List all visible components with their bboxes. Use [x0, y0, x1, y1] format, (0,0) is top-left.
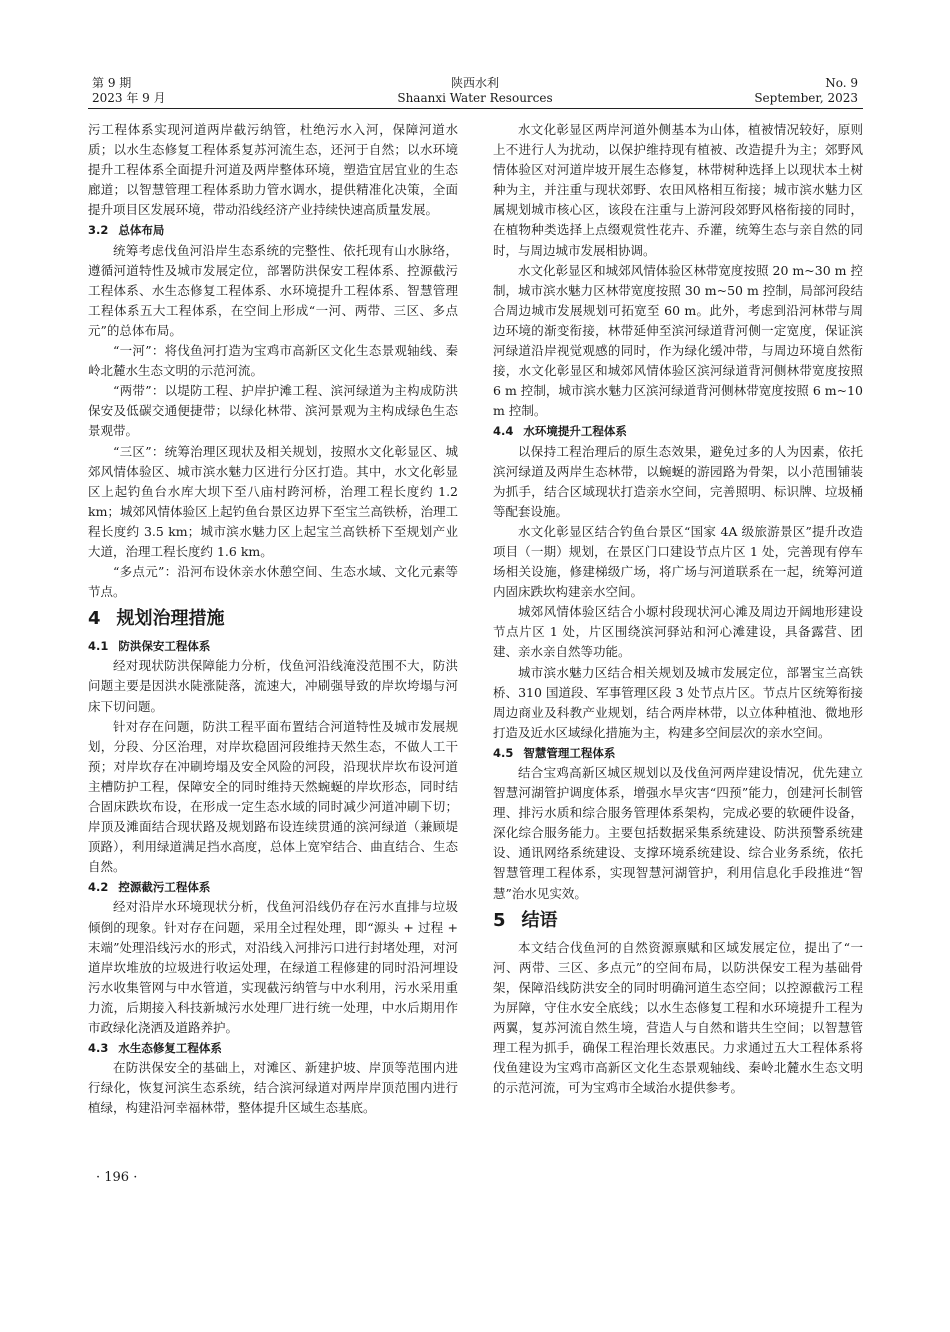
paragraph: 在防洪保安全的基础上，对滩区、新建护坡、岸顶等范围内进行绿化，恢复河滨生态系统，结合滨河绿道对两岸岸顶范围内进行植绿，构建沿河幸福林带，整体提升区域生态基底。: [88, 1060, 458, 1116]
section-heading-5: [493, 908, 863, 934]
paragraph: 以保持工程治理后的原生态效果，避免过多的人为因素，依托滨河绿道及两岸生态林带，以蜿蜒的游园路为骨架，以小范围铺装为抓手，结合区域现状打造亲水空间，完善照明、标识牌、垃圾桶等配套设施。: [493, 443, 863, 519]
section-number: 4.5: [493, 745, 514, 760]
paragraph: 针对存在问题，防洪工程平面布置结合河道特性及城市发展规划，分段、分区治理，对岸坎稳固河段维持天然生态，不做人工干预；对岸坎存在冲刷垮塌及安全风险的河段，沿现状岸坎布设河道主槽防护工程，保障安全的同时维持天然蜿蜒的岸坎形态，同时结合固床跌坎布设，在形成一定生态水域的同时减少河道冲刷下切；岸顶及滩面结合现状路及规划路布设连续贯通的滨河绿道（兼顾堤顶路），利用绿道满足挡水高度，总体上宽窄结合、曲直结合、生态自然。: [88, 718, 458, 875]
paragraph: “三区”：统筹治理区现状及相关规划，按照水文化彰显区、城郊风情体验区、城市滨水魅力区进行分区打造。其中，水文化彰显区上起钓鱼台水库大坝下至八庙村跨河桥，治理工程长度约 1.2 km；城郊风情体验区上起钓鱼台景区边界下至宝兰高铁桥，治理工程长度约 3.5 km；城市滨水魅力区上起宝兰高铁桥下至规划产业大道，治理工程长度约 1.6 km。: [88, 443, 458, 559]
section-heading-4-5: [493, 743, 863, 763]
paragraph: “多点元”：沿河布设休亲水休憩空间、生态水域、文化元素等节点。: [88, 564, 458, 600]
paragraph: 城郊风情体验区结合小塬村段现状河心滩及周边开阔地形建设节点片区 1 处，片区围绕滨河驿站和河心滩建设，具备露营、团建、亲水亲自然等功能。: [493, 604, 863, 660]
issue-en: No. 9: [825, 76, 858, 90]
page-number: · 196 ·: [96, 1170, 138, 1185]
section-title: 结语: [521, 909, 558, 931]
paragraph: 结合宝鸡高新区城区规划以及伐鱼河两岸建设情况，优先建立智慧河湖管护调度体系，增强水旱灾害“四预”能力，创建河长制管理、排污水质和综合服务管理体系架构，完成必要的软硬件设备，深化综合服务能力。主要包括数据采集系统建设、防洪预警系统建设、通讯网络系统建设、支撑环境系统建设、综合业务系统，依托智慧管理工程体系，实现智慧河湖管护，利用信息化手段推进“智慧”治水见实效。: [493, 765, 863, 901]
paragraph: 水文化彰显区结合钓鱼台景区“国家 4A 级旅游景区”提升改造项目（一期）规划，在景区门口建设节点片区 1 处，完善现有停车场相关设施，修建梯级广场，将广场与河道联系在一起，统筹河道内固床跌坎构建亲水空间。: [493, 523, 863, 600]
section-number: 3.2: [88, 223, 109, 238]
date-en: September, 2023: [754, 91, 858, 105]
section-title: 防洪保安工程体系: [118, 639, 211, 654]
left-column: [88, 120, 458, 1119]
section-title: 控源截污工程体系: [118, 880, 211, 895]
section-heading-4-1: [88, 636, 458, 656]
section-heading-4-4: [493, 421, 863, 441]
section-number: 5: [493, 909, 506, 931]
paragraph: “两带”：以堤防工程、护岸护滩工程、滨河绿道为主构成防洪保安及低碳交通便捷带；以绿化林带、滨河景观为主构成绿色生态景观带。: [88, 383, 458, 439]
issue-cn: 第 9 期: [92, 76, 132, 90]
section-heading-4-2: [88, 877, 458, 897]
section-number: 4.3: [88, 1041, 109, 1056]
right-column: [493, 120, 863, 1098]
section-number: 4: [88, 608, 101, 630]
paragraph: 污工程体系实现河道两岸截污纳管，杜绝污水入河，保障河道水质；以水生态修复工程体系复苏河流生态，还河于自然；以水环境提升工程体系全面提升河道及两岸整体环境，塑造宜居宜业的生态廊道；以智慧管理工程体系助力管水调水，提供精准化决策，全面提升项目区发展环境，带动沿线经济产业持续快速高质量发展。: [88, 122, 458, 218]
section-number: 4.2: [88, 880, 109, 895]
paragraph: 统筹考虑伐鱼河沿岸生态系统的完整性、依托现有山水脉络，遵循河道特性及城市发展定位，部署防洪保安工程体系、控源截污工程体系、水生态修复工程体系、水环境提升工程体系、智慧管理工程体系五大工程体系，在空间上形成“一河、两带、三区、多点元”的总体布局。: [88, 242, 458, 338]
section-number: 4.4: [493, 424, 514, 439]
section-heading-4: [88, 606, 458, 632]
section-title: 智慧管理工程体系: [523, 745, 616, 760]
paragraph: 本文结合伐鱼河的自然资源禀赋和区域发展定位，提出了“一河、两带、三区、多点元”的空间布局，以防洪保安工程为基础骨架，保障沿线防洪安全的同时明确河道生态空间；以控源截污工程为屏障，守住水安全底线；以水生态修复工程和水环境提升工程为两翼，复苏河流自然生境，营造人与自然和谐共生空间；以智慧管理工程为抓手，确保工程治理长效惠民。力求通过五大工程体系将伐鱼建设为宝鸡市高新区文化生态景观轴线、秦岭北麓水生态文明的示范河流，可为宝鸡市全域治水提供参考。: [493, 939, 863, 1096]
paragraph: 经对沿岸水环境现状分析，伐鱼河沿线仍存在污水直排与垃圾倾倒的现象。针对存在问题，采用全过程处理，即“源头 + 过程 + 末端”处理沿线污水的形式，对沿线入河排污口进行封堵处理，对河道岸坎堆放的垃圾进行收运处理，在绿道工程修建的同时沿河埋设污水收集管网与中水管道，实现截污纳管与中水利用，污水采用重力流，后期接入科技新城污水处理厂进行统一处理，中水后期用作市政绿化浇洒及道路养护。: [88, 899, 458, 1036]
journal-title-cn: 陕西水利: [450, 76, 499, 90]
paragraph: 城市滨水魅力区结合相关规划及城市发展定位，部署宝兰高铁桥、310 国道段、军事管理区段 3 处节点片区。节点片区统筹衔接周边商业及科教产业规划，结合两岸林带，以立体种植池、微地形打造及近水区域绿化措施为主，构建多空间层次的亲水空间。: [493, 664, 863, 740]
paragraph: 经对现状防洪保障能力分析，伐鱼河沿线淹没范围不大，防洪问题主要是因洪水陡涨陡落，流速大，冲刷强导致的岸坎垮塌与河床下切问题。: [88, 658, 458, 714]
date-cn: 2023 年 9 月: [92, 91, 166, 105]
section-heading-4-3: [88, 1038, 458, 1058]
paragraph: 水文化彰显区和城郊风情体验区林带宽度按照 20 m~30 m 控制，城市滨水魅力区林带宽度按照 30 m~50 m 控制，局部河段结合周边城市发展规划可拓宽至 60 m。此外，考虑到沿河林带与周边环境的渐变衔接，林带延伸至滨河绿道背河侧一定宽度，保证滨河绿道沿岸视觉观感的同时，作为绿化缓冲带，与周边环境自然衔接，水文化彰显区和城郊风情体验区滨河绿道背河侧林带宽度按照 6 m 控制，城市滨水魅力区滨河绿道背河侧林带宽度按照 6 m~10 m 控制。: [493, 262, 863, 419]
section-title: 规划治理措施: [116, 608, 225, 630]
paragraph: “一河”：将伐鱼河打造为宝鸡市高新区文化生态景观轴线、秦岭北麓水生态文明的示范河流。: [88, 343, 458, 379]
header-rule: [88, 108, 863, 109]
paragraph: 水文化彰显区两岸河道外侧基本为山体，植被情况较好，原则上不进行人为扰动，以保护维持现有植被、改造提升为主；郊野风情体验区对河道岸坡开展生态修复，林带树种选择上以现状本土树种为主，并注重与现状郊野、农田风格相互衔接；城市滨水魅力区属规划城市核心区，该段在注重与上游河段郊野风格衔接的同时，在植物种类选择上点缀观赏性花卉、乔灌，统筹生态与亲自然的同时，与周边城市发展相协调。: [493, 122, 863, 258]
section-title: 总体布局: [118, 223, 165, 238]
section-title: 水生态修复工程体系: [118, 1041, 222, 1056]
section-heading-3-2: [88, 220, 458, 240]
section-title: 水环境提升工程体系: [523, 424, 627, 439]
header-right: [754, 76, 858, 106]
journal-title-en: Shaanxi Water Resources: [397, 91, 553, 105]
section-number: 4.1: [88, 639, 109, 654]
